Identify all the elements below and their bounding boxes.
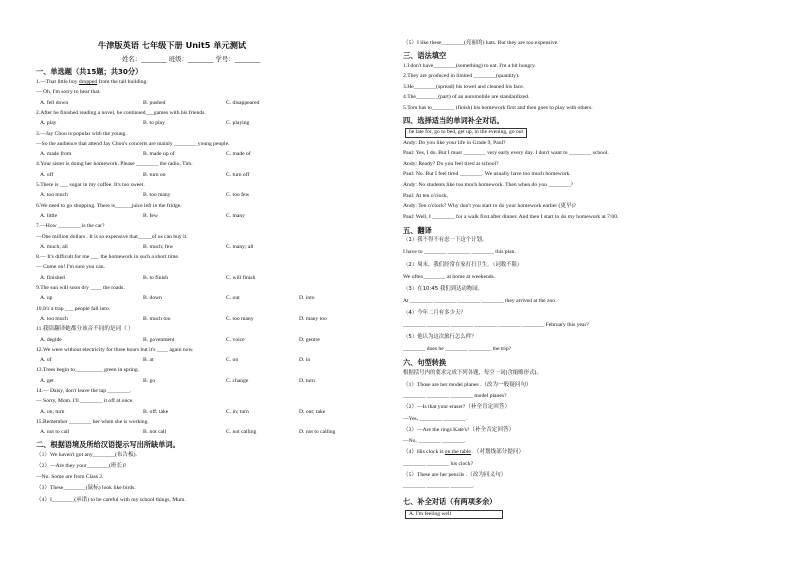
transform-line: （2）—Is that your eraser?（补全肯定回答）	[403, 404, 511, 411]
fill-item: （1）We haven't got any________(布告板).	[36, 451, 137, 458]
underlined-word: dropped	[78, 79, 98, 85]
dialogue-line: Andy: Ready? Do you feel tired at school?	[403, 160, 499, 167]
option-d: D. many too	[299, 315, 327, 322]
option-c: C. turn off	[226, 171, 250, 178]
transform-line: （1）Those are her model planes .（改为一般疑问句）	[403, 381, 532, 388]
question-text: — Sorry, Mom. I'll ________ it off at once.	[36, 398, 134, 405]
question-text: 11.我陪翻译她都分该音不同的是词（ ）	[36, 326, 134, 333]
section3-heading: 三、语法填空	[403, 51, 447, 60]
transform-line: ________ ________ his clock?	[403, 460, 474, 467]
option-a: A. too much	[40, 315, 68, 322]
section7-heading: 七、补全对话（有两项多余）	[403, 496, 497, 506]
question-text: 7.—How ________ is the car?	[36, 223, 105, 230]
option-b: B. to finish	[143, 274, 169, 281]
translation-line: （3）在10:45 我们到达动物园。	[403, 285, 483, 292]
translation-line: （4）今年二月有多少天？	[403, 309, 466, 316]
option-b: B. much; few	[143, 243, 174, 250]
option-a: A. of	[40, 357, 52, 364]
option-b: B. down	[143, 295, 162, 302]
option-a: A. finished	[40, 274, 65, 281]
option-b: B. govenment	[143, 336, 175, 343]
fill-item-5: （5）I like these________(亮丽的) hats. But they are too expensive.	[403, 40, 559, 46]
option-a: A. not to call	[40, 429, 70, 436]
dialogue-line: Paul: Yes, I do. But I must ________ very early every day. I don't want to ________ school.	[403, 150, 609, 157]
underlined-phrase: on the table	[444, 449, 471, 456]
transform-line: （4）His clock is on the table .（对划线部分提问）	[403, 449, 525, 456]
translation-line: ________ ________ ________ ________ ________ ________ February this year?	[403, 322, 589, 328]
question-text: 12.We were without electricity for three hours but it's ____ again now.	[36, 346, 194, 353]
question-text: — Oh, I'm sorry to hear that.	[36, 89, 101, 96]
question-text: — Come on! I'm sure you can.	[36, 264, 105, 271]
option-c: C. out	[226, 295, 240, 302]
grammar-item: 2.They are produced in limited ________(quantity).	[403, 73, 520, 80]
section5-heading: 五、翻译	[403, 226, 432, 236]
fill-item: —No. Some are from Class 2.	[36, 474, 104, 481]
question-text: 13.Trees begin to__________ green in spring.	[36, 367, 140, 374]
option-c: C. many; all	[226, 243, 254, 250]
option-b: B. much too	[143, 315, 171, 322]
option-b: B. few	[143, 212, 158, 219]
dialogue-line: Paul: No. But I feel tired ________. We usually have too much homework.	[403, 171, 571, 178]
grammar-item: 4.The________(part) of an automobile are standardized.	[403, 94, 530, 101]
question-text: 1.—That little boy dropped from the tall building.	[36, 79, 148, 85]
translation-line: （2）周末，我们经常在家打扫卫生。（词数不限）	[403, 261, 523, 268]
option-b: B. turn on	[143, 171, 166, 178]
option-c: C. on	[226, 357, 239, 364]
question-text: —So the audience that attend Jay Chou's concerts are mainly ________ young people.	[36, 140, 230, 147]
question-text: 15.Remember ________ her when she is working.	[36, 418, 149, 425]
transform-line: ________ ________ ________.	[403, 483, 475, 490]
option-a: A. on; turn	[40, 408, 65, 415]
options-box: A. I'm feeling well	[405, 510, 503, 520]
option-c: C. playing	[226, 120, 250, 127]
question-text: —One million dollars . It is so expensive that_____of us can buy it.	[36, 233, 188, 240]
option-a: A. off	[40, 171, 54, 178]
option-a: A. play	[40, 120, 57, 127]
option-d: D. not to calling	[299, 429, 336, 436]
fill-item: （2）—Are they your________(班长)?	[36, 462, 127, 469]
option-c: C. too few	[226, 192, 250, 199]
document-title: 牛津版英语 七年级下册 Unit5 单元测试	[98, 40, 247, 50]
transform-line: —No, ________ ________.	[403, 438, 466, 445]
translation-line: At ________ ________ ________ ________ they arrived at the zoo.	[403, 297, 557, 304]
option-a: A. get	[40, 377, 54, 384]
question-text: 6.We need to go shopping. There is______juice left in the fridge.	[36, 202, 182, 209]
grammar-item: 1.I don't have________(something) to eat. I'm a bit hungry.	[403, 62, 536, 69]
option-a: A. made from	[40, 151, 72, 158]
section1-heading: 一、单选题（共15题；共30分）	[36, 67, 143, 76]
option-b: B. at	[143, 357, 154, 364]
dialogue-line: Paul: Well, I ________ for a walk first after dinner. And then I start to do my homework at 7:00.	[403, 213, 619, 220]
student-info-line: 姓名：________ 班级：________ 学号：________	[122, 55, 261, 63]
grammar-item: 5.Tom has to________ (finish) his homework first and then goes to play with others.	[403, 104, 593, 111]
dialogue-line: Paul: At ten o'clock.	[403, 192, 449, 199]
option-c: C. too many	[226, 315, 254, 322]
option-b: B. not call	[143, 429, 167, 436]
fill-item: （4）I________(承诺) to be careful with my school things, Mum.	[36, 496, 186, 503]
option-d: D. into	[299, 295, 315, 302]
transform-line: （3）—Are the rings Kate's?（补全否定回答）	[403, 426, 515, 433]
translation-line: I have to ________ ________ ________ this plan.	[403, 249, 516, 256]
section2-heading: 二、根据语境及所给汉语提示写出所缺单词。	[36, 440, 180, 449]
translation-line: ________ does he ________ ________ the trip?	[403, 346, 512, 353]
option-a: A. degide	[40, 336, 62, 343]
option-d: D. in	[299, 357, 311, 364]
option-a: A. much; all	[40, 243, 68, 250]
option-b: B. made up of	[143, 151, 175, 158]
option-c: C. made of	[226, 151, 251, 158]
question-text: 9.The sun will soon dry ____ the roads.	[36, 285, 125, 291]
transform-line: （5）These are her pencils .（改为同义句）	[403, 472, 507, 478]
question-text: 4.Your sister is doing her homework. Please ________ the radio, Tim.	[36, 161, 193, 168]
transform-line: 根据括号内的要求完成下列各题，每空一词(含缩略形式)。	[403, 370, 542, 377]
question-text: 3.—Jay Chou is popular with the young.	[36, 130, 127, 137]
option-b: B. off; take	[143, 408, 169, 415]
option-d: D. out; take	[299, 408, 326, 415]
section4-heading: 四、选择适当的单词补全对话。	[403, 115, 504, 125]
question-text: 14.— Daisy, don't leave the tap ________.	[36, 388, 132, 394]
option-c: C. disappeared	[226, 99, 260, 106]
option-a: A. too much	[40, 192, 68, 199]
question-text: 10.It's a trap ___ people fall into.	[36, 305, 111, 312]
option-b: B. go	[143, 377, 156, 384]
option-b: B. pushed	[143, 99, 166, 106]
grammar-item: 3.He________(spread) his towel and cleaned his face.	[403, 83, 525, 90]
dialogue-line: Andy: No students like too much homework. Then when do you ________?	[403, 181, 574, 188]
option-a: A. fell down	[40, 99, 69, 106]
question-text: 2.After he finished reading a novel, he continued___games with his friends.	[36, 109, 206, 116]
translation-line: （5）他认为这次旅行怎么样？	[403, 334, 477, 341]
option-c: C. in; turn	[226, 408, 249, 415]
option-c: C. not calling	[226, 429, 257, 436]
dialogue-line: Andy: Do you like your life in Grade 9, Paul?	[403, 139, 506, 146]
option-a: A. up	[40, 295, 53, 302]
option-c: C. many	[226, 212, 245, 219]
option-c: C. change	[226, 377, 249, 384]
fill-item: （3）These________(鼠标) look like birds.	[36, 485, 136, 492]
translation-line: （1）我不得不有虑一下这个计划。	[403, 237, 488, 244]
question-text: 8.— It's difficult for me ___ the homework in such a short time.	[36, 254, 180, 261]
option-c: C. voice	[226, 336, 245, 343]
section6-heading: 六、句型转换	[403, 358, 447, 368]
option-a: A. little	[40, 212, 58, 219]
question-text: 5.There is ___ sugar in my coffee. It's too sweet.	[36, 182, 145, 188]
translation-line: We often________ at home at weekends.	[403, 273, 496, 280]
option-b: B. too many	[143, 192, 171, 199]
dialogue-line: Andy: Ten o'clock? Why don't you start to do your homework earlier (更早)?	[403, 203, 576, 210]
transform-line: ________ ________ ________ model planes?	[403, 392, 507, 399]
option-d: D. gentre	[299, 336, 320, 343]
option-c: C. will finish	[226, 274, 256, 281]
option-b: B. to play	[143, 120, 165, 127]
option-d: D. turn	[299, 377, 315, 384]
transform-line: —Yes, ________ ________.	[403, 415, 468, 422]
word-bank-box: be late for, go to bed, get up, in the evening, go out	[405, 128, 527, 138]
